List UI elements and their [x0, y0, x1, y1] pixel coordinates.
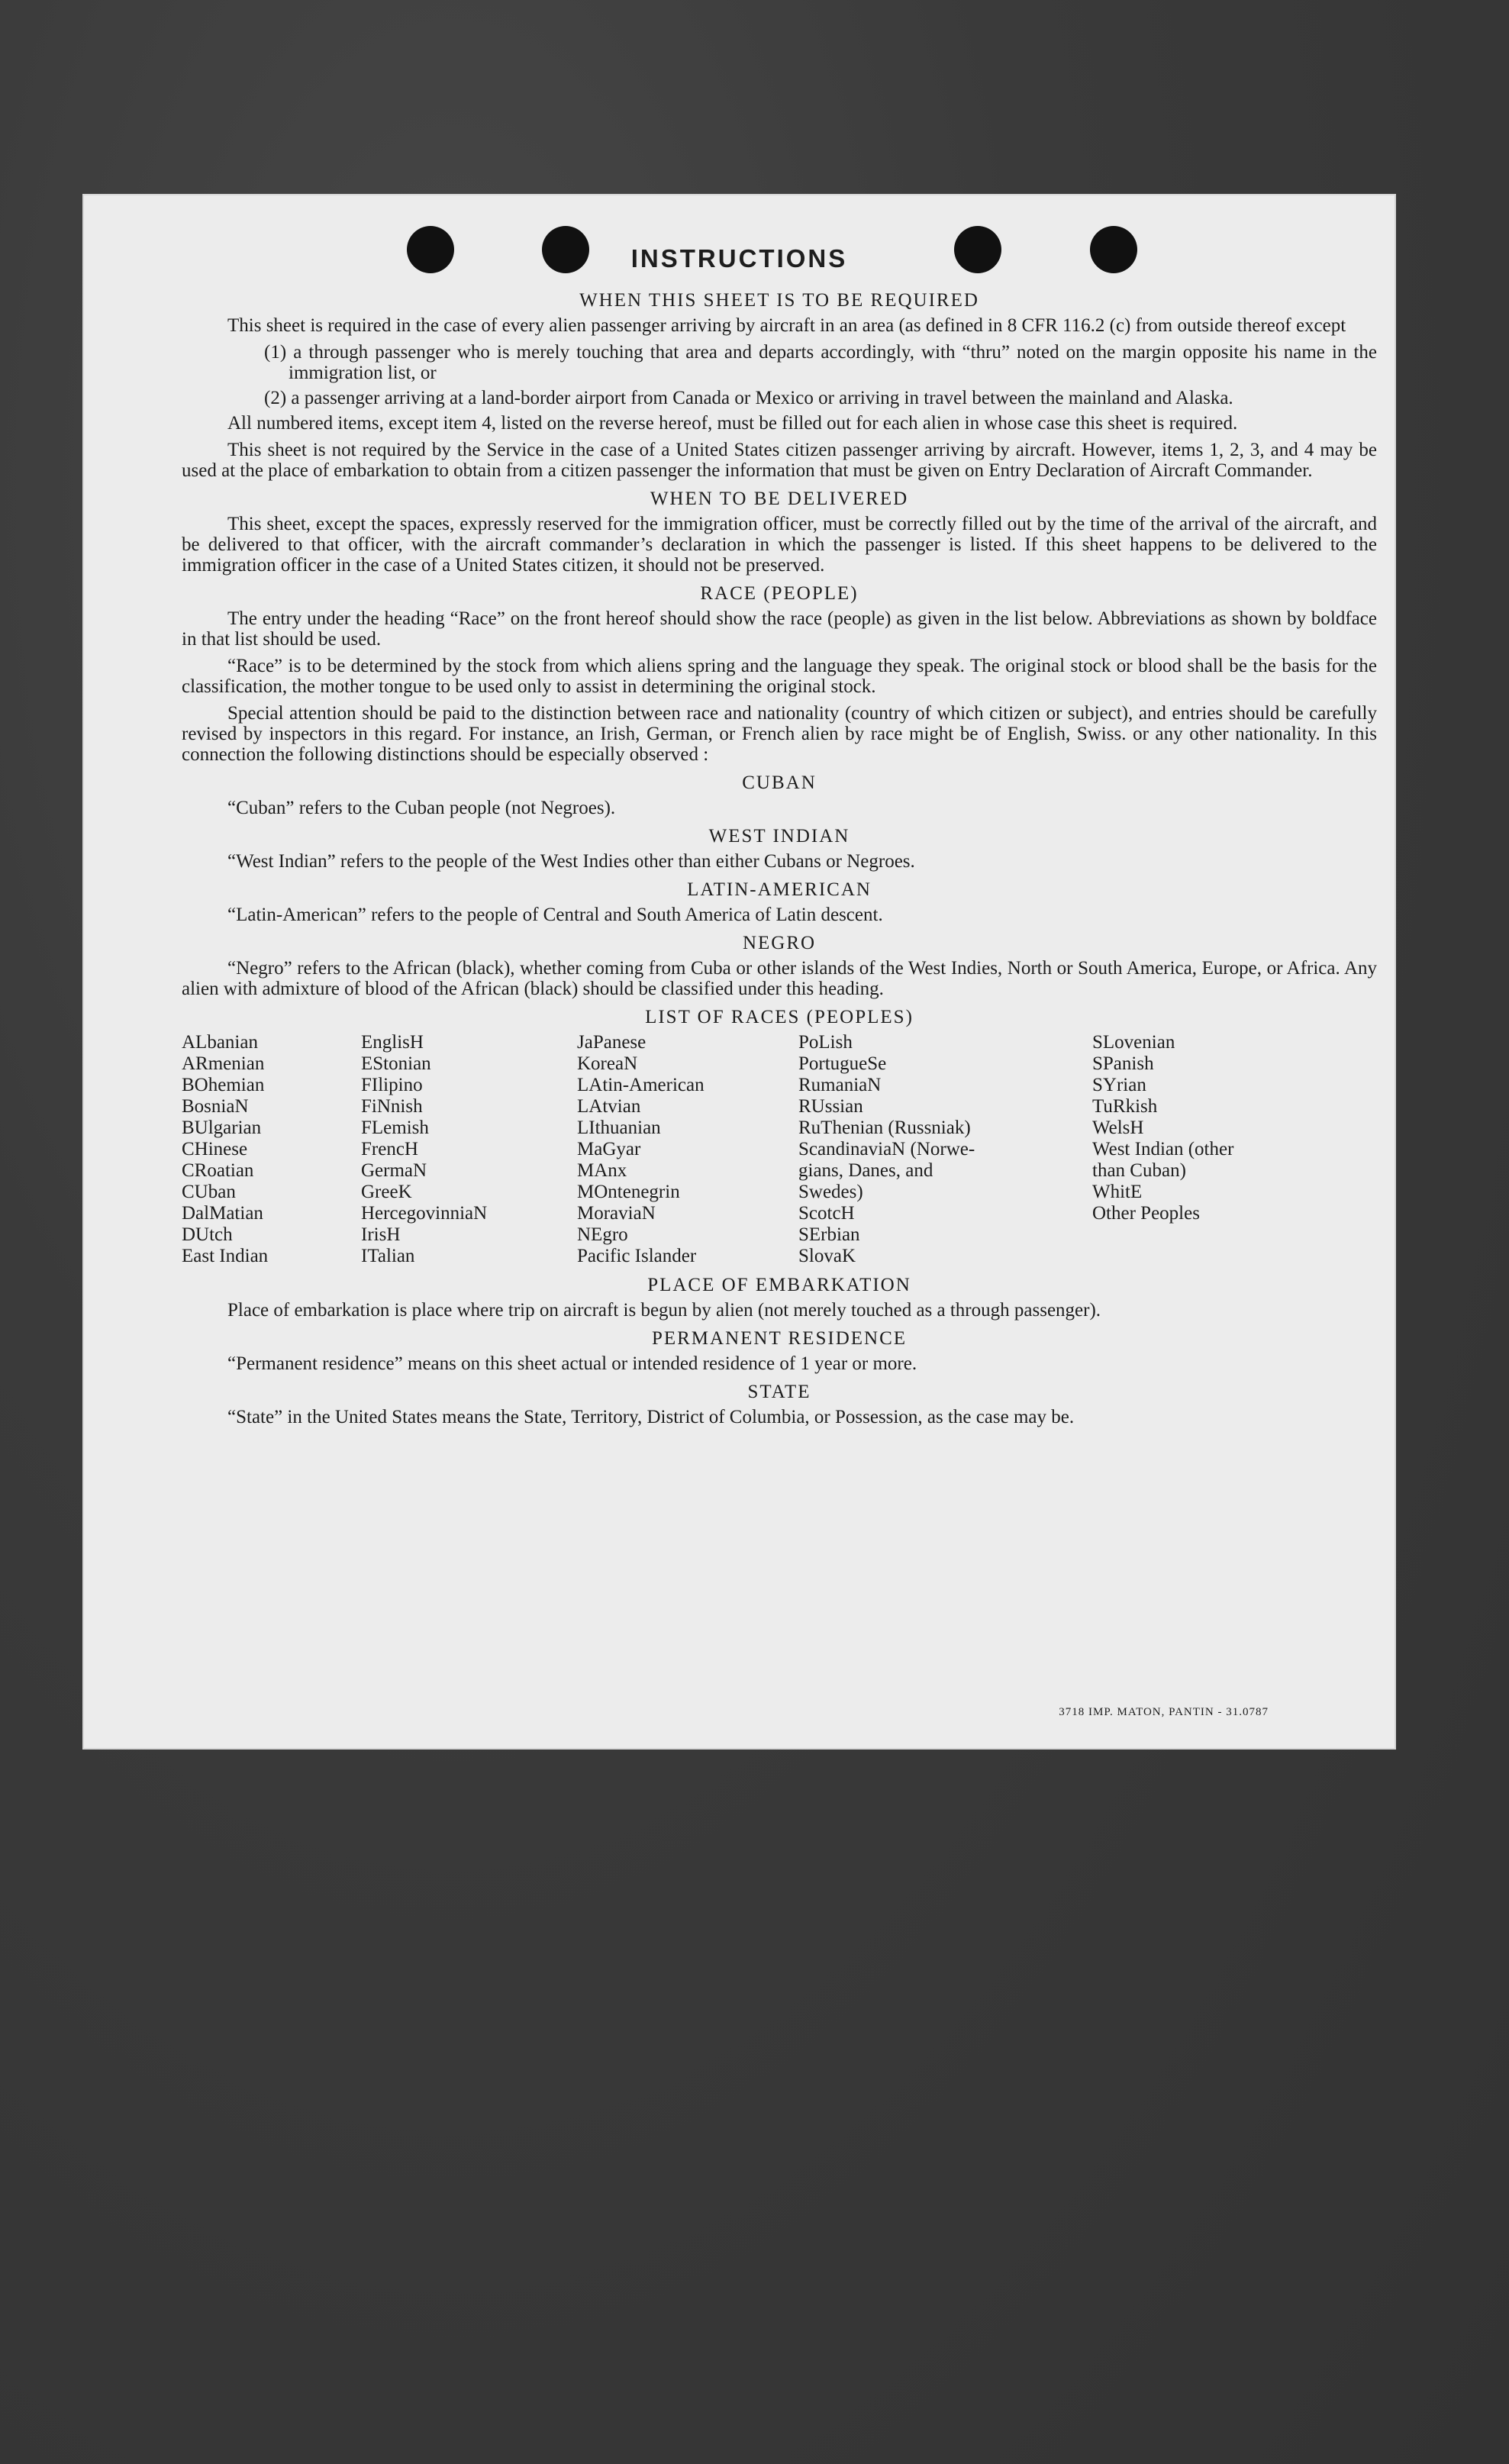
section-heading-delivered: WHEN TO BE DELIVERED — [650, 489, 909, 509]
race-entry: LAtvian — [577, 1096, 641, 1117]
race-entry: LIthuanian — [577, 1118, 661, 1138]
paragraph: All numbered items, except item 4, listed on the reverse hereof, must be filled out for each alien in whose case this sheet is required. — [227, 413, 1238, 434]
race-entry: than Cuban) — [1092, 1160, 1186, 1181]
race-entry: CRoatian — [182, 1160, 254, 1181]
race-entry: NEgro — [577, 1224, 628, 1245]
race-entry: ScandinaviaN (Norwe- — [798, 1139, 975, 1159]
race-entry: gians, Danes, and — [798, 1160, 933, 1181]
paragraph: Place of embarkation is place where trip on aircraft is begun by alien (not merely touched as a through passenger). — [227, 1300, 1101, 1321]
race-entry: SErbian — [798, 1224, 860, 1245]
race-entry: FIlipino — [361, 1075, 423, 1095]
paragraph: The entry under the heading “Race” on the front hereof should show the race (people) as given in the list below. Abbreviations as shown by boldface in that list should be used. — [182, 608, 1377, 650]
race-list-column — [361, 1032, 577, 1267]
race-entry: GermaN — [361, 1160, 427, 1181]
race-entry: EnglisH — [361, 1032, 424, 1053]
race-entry: Pacific Islander — [577, 1246, 697, 1266]
race-entry: PortugueSe — [798, 1053, 887, 1074]
race-entry: WelsH — [1092, 1118, 1144, 1138]
race-entry: RuThenian (Russniak) — [798, 1118, 971, 1138]
race-entry: West Indian (other — [1092, 1139, 1234, 1159]
race-list — [182, 1032, 1377, 1267]
paragraph: Special attention should be paid to the distinction between race and nationality (country of which citizen or subject), and entries should be carefully revised by inspectors in this regard. For instance, an Irish, German, or French alien by race might be of English, Swiss. or any other nationality. In this connection the following distinctions should be especially observed : — [182, 703, 1377, 765]
race-entry: BOhemian — [182, 1075, 265, 1095]
race-entry: BosniaN — [182, 1096, 249, 1117]
race-list-column — [577, 1032, 798, 1267]
paragraph: This sheet is not required by the Service in the case of a United States citizen passenger arriving by aircraft. However, items 1, 2, 3, and 4 may be used at the place of embarkation to obtain from a citizen passenger the information that must be given on Entry Declaration of Aircraft Commander. — [182, 440, 1377, 481]
race-entry: CHinese — [182, 1139, 248, 1159]
instruction-sheet — [84, 195, 1395, 1748]
paragraph: “Permanent residence” means on this sheet actual or intended residence of 1 year or more. — [227, 1353, 917, 1374]
race-entry: MAnx — [577, 1160, 627, 1181]
section-heading-required: WHEN THIS SHEET IS TO BE REQUIRED — [579, 290, 979, 311]
paragraph: “State” in the United States means the State, Territory, District of Columbia, or Possession, as the case may be. — [227, 1407, 1075, 1427]
paragraph: “Negro” refers to the African (black), whether coming from Cuba or other islands of the West Indies, North or South America, Europe, or Africa. Any alien with admixture of blood of the African (black) should be classified under this heading. — [182, 958, 1377, 999]
race-entry: HercegovinniaN — [361, 1203, 488, 1224]
race-entry: ARmenian — [182, 1053, 265, 1074]
paragraph: This sheet is required in the case of every alien passenger arriving by aircraft in an area (as defined in 8 CFR 116.2 (c) from outside thereof except — [227, 315, 1346, 336]
race-entry: TuRkish — [1092, 1096, 1158, 1117]
race-entry: EStonian — [361, 1053, 431, 1074]
race-entry: IrisH — [361, 1224, 401, 1245]
section-heading-race: RACE (PEOPLE) — [700, 583, 859, 604]
race-entry: MoraviaN — [577, 1203, 656, 1224]
race-entry: DalMatian — [182, 1203, 263, 1224]
section-heading-state: STATE — [747, 1382, 811, 1402]
race-entry: SYrian — [1092, 1075, 1146, 1095]
race-entry: FrencH — [361, 1139, 418, 1159]
race-entry: FLemish — [361, 1118, 429, 1138]
race-entry: FiNnish — [361, 1096, 423, 1117]
race-list-column — [182, 1032, 361, 1267]
section-heading-embarkation: PLACE OF EMBARKATION — [647, 1275, 911, 1295]
race-entry: CUban — [182, 1182, 236, 1202]
print-code: 3718 IMP. MATON, PANTIN - 31.0787 — [1059, 1706, 1269, 1718]
section-heading-cuban: CUBAN — [742, 772, 817, 793]
race-entry: MOntenegrin — [577, 1182, 680, 1202]
page-title: INSTRUCTIONS — [630, 244, 848, 273]
paragraph: “Race” is to be determined by the stock from which aliens spring and the language they speak. The original stock or blood shall be the basis for the classification, the mother tongue to be used only to assist in determining the original stock. — [182, 656, 1377, 697]
race-entry: ITalian — [361, 1246, 415, 1266]
list-item: (1) a through passenger who is merely touching that area and departs accordingly, with “thru” noted on the margin opposite his name in the immigration list, or — [264, 342, 1377, 383]
paragraph: “Cuban” refers to the Cuban people (not Negroes). — [227, 798, 616, 818]
race-entry: BUlgarian — [182, 1118, 262, 1138]
section-heading-west-indian: WEST INDIAN — [708, 826, 850, 847]
race-entry: KoreaN — [577, 1053, 638, 1074]
document-body — [182, 285, 1377, 1434]
race-entry: Swedes) — [798, 1182, 863, 1202]
race-entry: ALbanian — [182, 1032, 258, 1053]
race-entry: East Indian — [182, 1246, 269, 1266]
race-entry: LAtin-American — [577, 1075, 705, 1095]
race-entry: WhitE — [1092, 1182, 1143, 1202]
race-entry: RumaniaN — [798, 1075, 882, 1095]
race-entry: JaPanese — [577, 1032, 646, 1053]
section-heading-latin-american: LATIN-AMERICAN — [687, 879, 872, 900]
paragraph: This sheet, except the spaces, expressly reserved for the immigration officer, must be correctly filled out by the time of the arrival of the aircraft, and be delivered to that officer, with the aircraft commander’s declaration in which the passenger is listed. If this sheet happens to be delivered to the immigration officer in the case of a United States citizen, it should not be preserved. — [182, 514, 1377, 576]
list-item: (2) a passenger arriving at a land-border airport from Canada or Mexico or arriving in travel between the mainland and Alaska. — [264, 388, 1233, 408]
race-list-column — [798, 1032, 1092, 1267]
race-entry: SlovaK — [798, 1246, 856, 1266]
race-entry: RUssian — [798, 1096, 863, 1117]
section-heading-residence: PERMANENT RESIDENCE — [651, 1328, 908, 1349]
race-entry: GreeK — [361, 1182, 412, 1202]
race-entry: DUtch — [182, 1224, 233, 1245]
race-entry: PoLish — [798, 1032, 853, 1053]
section-heading-negro: NEGRO — [742, 933, 817, 953]
race-entry: MaGyar — [577, 1139, 641, 1159]
race-list-column — [1092, 1032, 1306, 1267]
paragraph: “Latin-American” refers to the people of Central and South America of Latin descent. — [227, 905, 883, 925]
race-entry: SPanish — [1092, 1053, 1154, 1074]
race-entry: Other Peoples — [1092, 1203, 1200, 1224]
race-entry: ScotcH — [798, 1203, 855, 1224]
section-heading-list: LIST OF RACES (PEOPLES) — [645, 1007, 914, 1027]
paragraph: “West Indian” refers to the people of the West Indies other than either Cubans or Negroes. — [227, 851, 915, 872]
race-entry: SLovenian — [1092, 1032, 1175, 1053]
